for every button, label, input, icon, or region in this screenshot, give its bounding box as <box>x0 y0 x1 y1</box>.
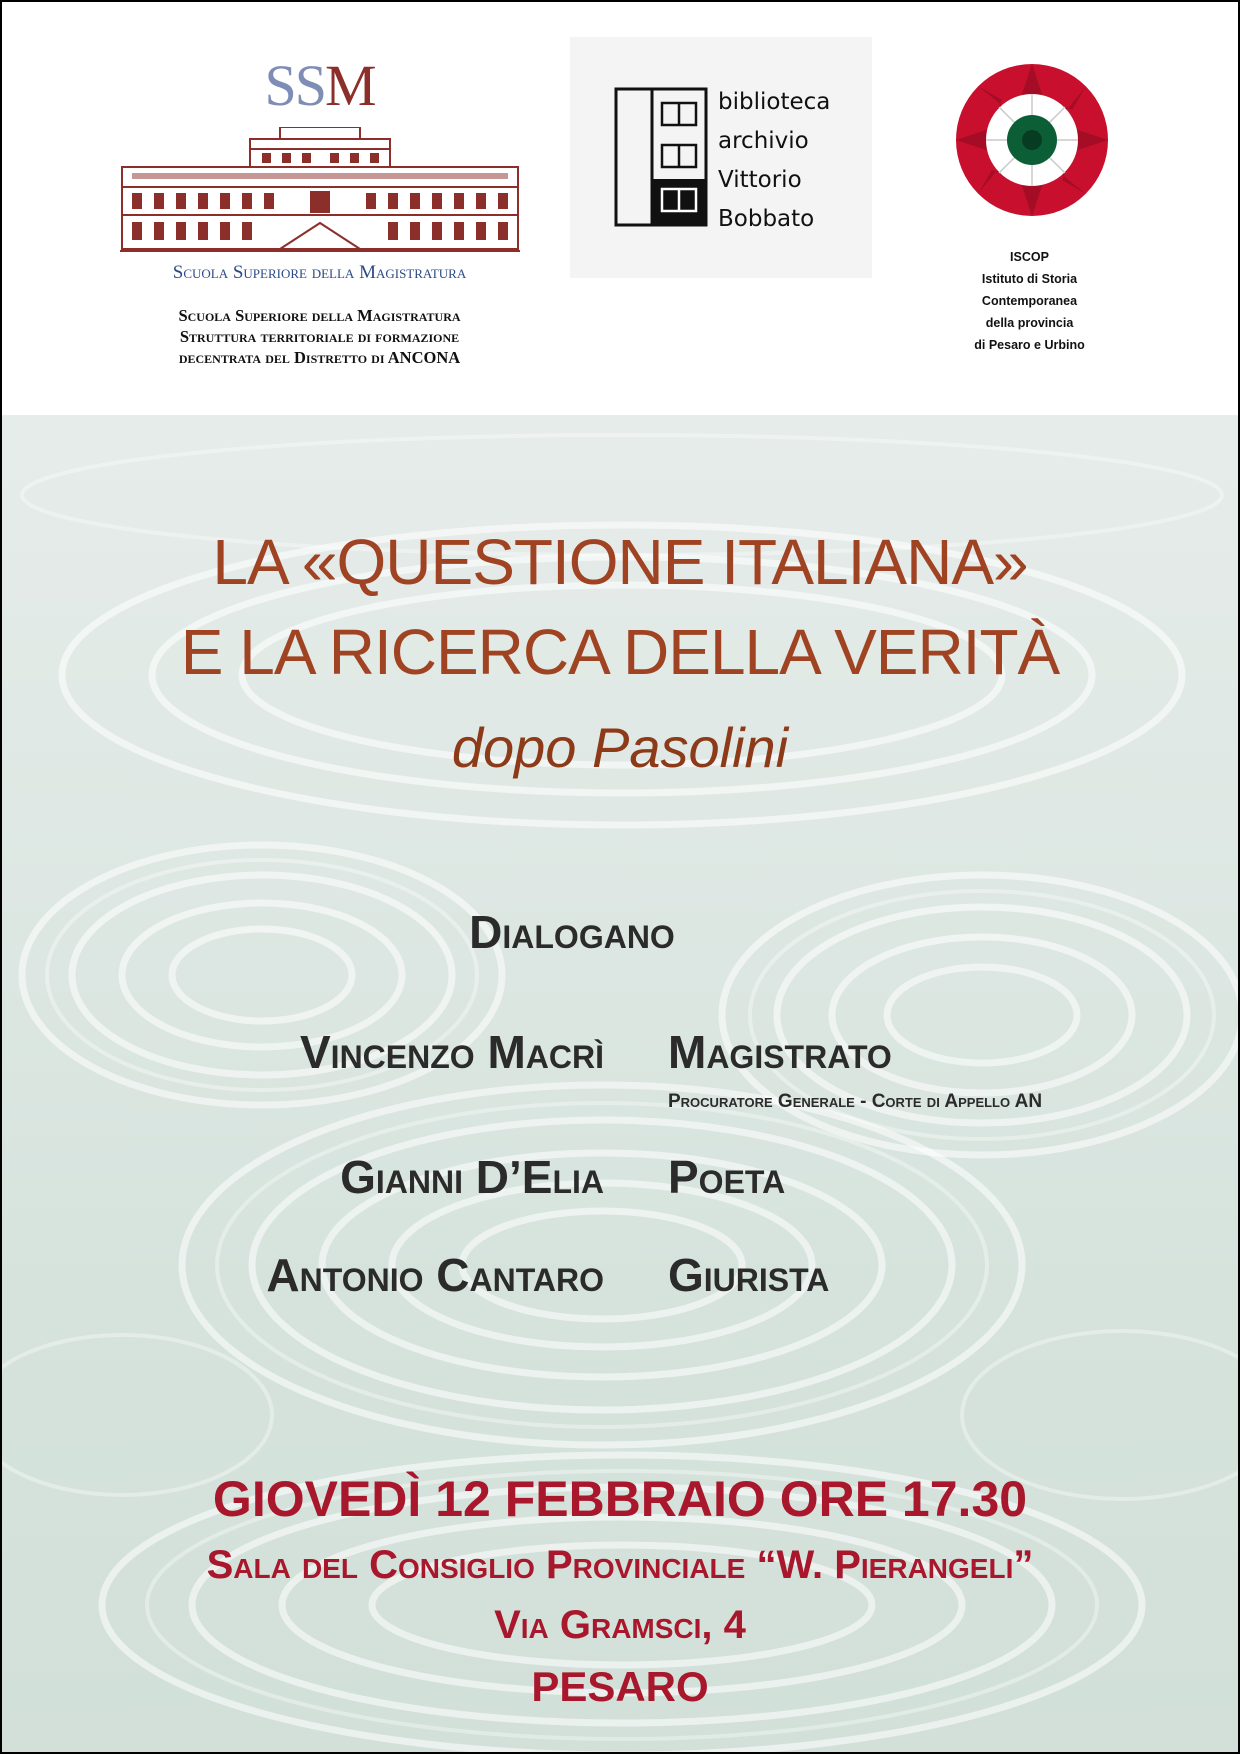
ssm-line: Scuola Superiore della Magistratura <box>178 306 461 325</box>
iscop-line: Istituto di Storia <box>981 272 1078 286</box>
event-date: GIOVEDÌ 12 FEBBRAIO ORE 17.30 <box>212 1471 1028 1527</box>
logo-header <box>2 2 1238 415</box>
speaker-role: Poeta <box>668 1151 786 1203</box>
ssm-mark-left: SS <box>264 53 325 118</box>
iscop-line: ISCOP <box>1010 250 1049 264</box>
event-city: PESARO <box>531 1663 709 1710</box>
ssm-mark-right: M <box>324 53 375 118</box>
biblioteca-logo <box>570 37 872 278</box>
biblioteca-line: archivio <box>718 128 809 154</box>
ssm-description <box>117 305 522 368</box>
ssm-mark <box>117 52 522 119</box>
ssm-logo <box>117 52 522 382</box>
speaker-role-detail: Procuratore Generale - Corte di Appello AN <box>668 1091 1043 1112</box>
iscop-logo <box>932 60 1127 370</box>
subtitle: dopo Pasolini <box>451 716 789 779</box>
ssm-line: Struttura territoriale di formazione <box>179 327 460 346</box>
iscop-line: Contemporanea <box>981 294 1078 308</box>
biblioteca-line: Vittorio <box>718 167 802 193</box>
event-address: Via Gramsci, 4 <box>494 1603 746 1647</box>
iscop-name <box>932 246 1127 356</box>
biblioteca-line: Bobbato <box>718 206 815 232</box>
building-icon <box>120 127 520 257</box>
ssm-caption: Scuola Superiore della Magistratura <box>172 262 467 283</box>
poster-body <box>2 415 1238 1752</box>
event-venue: Sala del Consiglio Provinciale “W. Pierangeli” <box>206 1543 1034 1587</box>
iscop-line: di Pesaro e Urbino <box>974 338 1085 352</box>
cockade-icon <box>952 60 1112 220</box>
speaker-name: Gianni D’Elia <box>340 1151 604 1203</box>
ssm-line: decentrata del Distretto di ANCONA <box>178 348 461 367</box>
biblioteca-line: biblioteca <box>718 89 831 115</box>
poster <box>2 2 1238 1752</box>
speaker-role: Magistrato <box>668 1026 892 1078</box>
speakers-heading: Dialogano <box>469 906 675 958</box>
title-line-1: LA «QUESTIONE ITALIANA» <box>212 526 1028 598</box>
title-line-2: E LA RICERCA DELLA VERITÀ <box>180 616 1060 688</box>
books-icon <box>614 87 708 227</box>
biblioteca-name <box>718 83 830 239</box>
speaker-role: Giurista <box>668 1249 830 1301</box>
speaker-name: Antonio Cantaro <box>266 1249 604 1301</box>
iscop-line: della provincia <box>985 316 1074 330</box>
speaker-name: Vincenzo Macrì <box>300 1026 604 1078</box>
